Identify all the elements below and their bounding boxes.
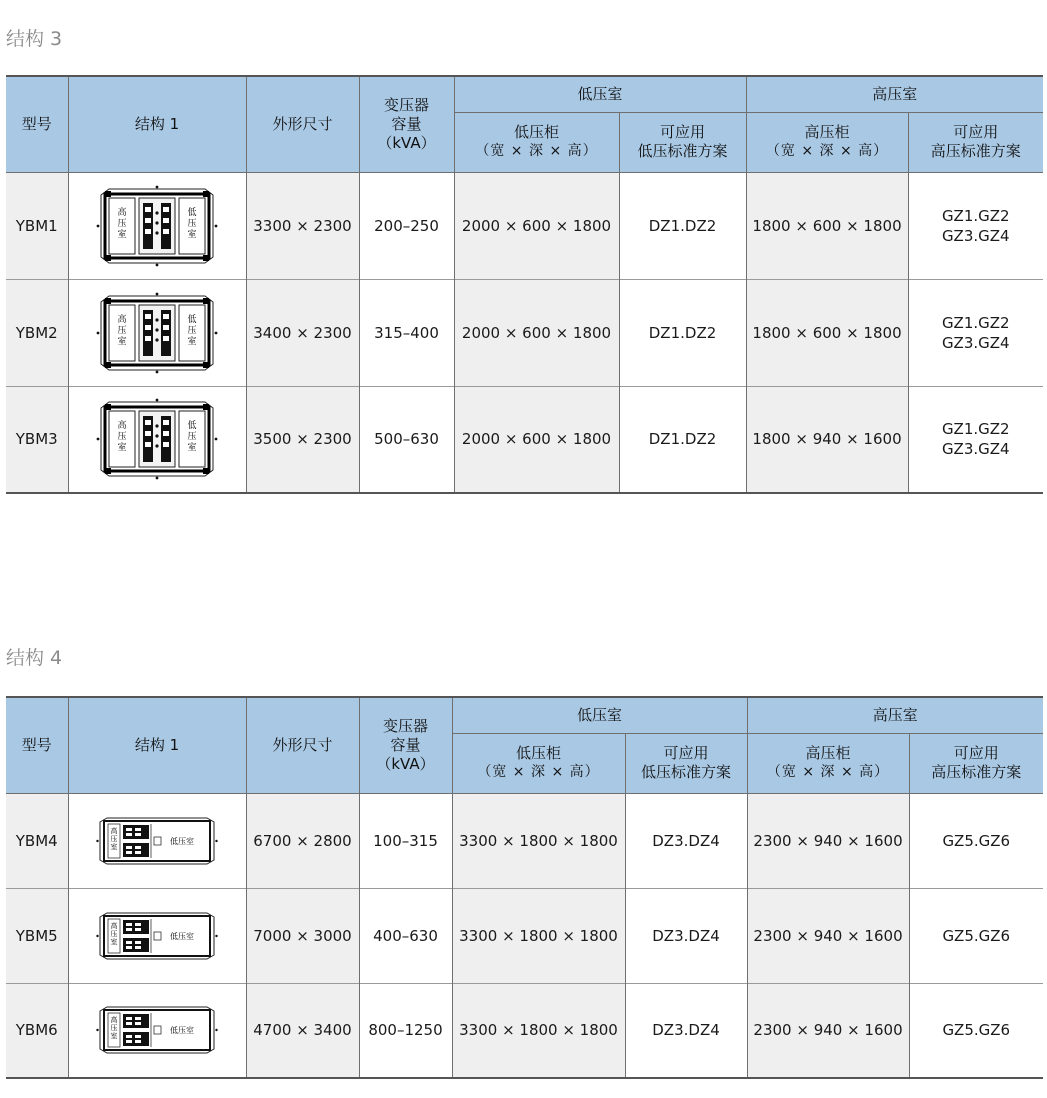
cell-hv-scheme-l1: GZ1.GZ2 bbox=[941, 420, 1010, 439]
header-lv-cabinet-l2: （宽 × 深 × 高） bbox=[477, 764, 600, 780]
cell-lv-scheme: DZ1.DZ2 bbox=[619, 386, 746, 493]
structure-diagram-b bbox=[95, 1005, 219, 1055]
svg-text:室: 室 bbox=[110, 842, 118, 851]
svg-text:室: 室 bbox=[187, 443, 197, 454]
svg-text:低压室: 低压室 bbox=[170, 931, 194, 941]
table-row bbox=[6, 793, 1043, 888]
cell-hv-cabinet: 2300 × 940 × 1600 bbox=[747, 888, 909, 983]
cell-lv-cabinet: 2000 × 600 × 1800 bbox=[454, 386, 619, 493]
cell-capacity: 400–630 bbox=[359, 888, 452, 983]
svg-text:压: 压 bbox=[117, 325, 127, 336]
header-capacity-l2: 容量 bbox=[390, 735, 421, 754]
header-hv-scheme-l2: 高压标准方案 bbox=[931, 763, 1022, 781]
cell-hv-scheme bbox=[908, 279, 1043, 386]
cell-model: YBM1 bbox=[6, 172, 68, 279]
header-hv-cabinet-l2: （宽 × 深 × 高） bbox=[766, 764, 890, 780]
header-hv-cabinet bbox=[747, 733, 909, 793]
header-model: 型号 bbox=[6, 76, 68, 172]
cell-lv-cabinet: 3300 × 1800 × 1800 bbox=[452, 888, 625, 983]
header-dims: 外形尺寸 bbox=[246, 76, 359, 172]
svg-text:高: 高 bbox=[110, 826, 118, 835]
cell-hv-scheme-l1: GZ5.GZ6 bbox=[942, 1021, 1011, 1040]
cell-structure bbox=[68, 279, 246, 386]
table-row bbox=[6, 386, 1043, 493]
cell-model: YBM6 bbox=[6, 983, 68, 1078]
structure-diagram-a bbox=[95, 185, 219, 267]
svg-text:室: 室 bbox=[187, 229, 197, 240]
header-capacity-l2: 容量 bbox=[391, 114, 422, 133]
svg-text:压: 压 bbox=[110, 1024, 118, 1033]
cell-model: YBM5 bbox=[6, 888, 68, 983]
cell-structure bbox=[68, 983, 246, 1078]
cell-lv-cabinet: 3300 × 1800 × 1800 bbox=[452, 983, 625, 1078]
svg-text:室: 室 bbox=[117, 229, 127, 240]
cell-lv-scheme: DZ3.DZ4 bbox=[625, 983, 747, 1078]
cell-hv-scheme-l1: GZ1.GZ2 bbox=[941, 313, 1010, 332]
header-capacity-l3: （kVA） bbox=[376, 754, 435, 773]
svg-text:压: 压 bbox=[117, 218, 127, 229]
spec-table bbox=[6, 696, 1043, 1079]
header-lv-room: 低压室 bbox=[454, 76, 746, 112]
cell-hv-cabinet: 2300 × 940 × 1600 bbox=[747, 793, 909, 888]
svg-text:室: 室 bbox=[187, 336, 197, 347]
cell-structure bbox=[68, 386, 246, 493]
svg-text:压: 压 bbox=[187, 325, 197, 336]
header-lv-room: 低压室 bbox=[452, 697, 747, 733]
cell-capacity: 200–250 bbox=[359, 172, 454, 279]
svg-text:高: 高 bbox=[110, 1016, 118, 1025]
header-lv-cabinet-l1: 低压柜 bbox=[515, 744, 561, 762]
header-hv-scheme-l2: 高压标准方案 bbox=[930, 142, 1021, 160]
cell-model: YBM4 bbox=[6, 793, 68, 888]
svg-text:压: 压 bbox=[117, 432, 127, 443]
cell-lv-scheme: DZ1.DZ2 bbox=[619, 279, 746, 386]
cell-hv-scheme-l1: GZ5.GZ6 bbox=[942, 926, 1011, 945]
header-lv-scheme bbox=[619, 112, 746, 172]
header-hv-room: 高压室 bbox=[746, 76, 1043, 112]
table-row bbox=[6, 172, 1043, 279]
structure-diagram-a bbox=[95, 398, 219, 480]
header-hv-scheme bbox=[909, 733, 1043, 793]
header-capacity-l1: 变压器 bbox=[382, 716, 428, 735]
cell-hv-scheme-l1: GZ1.GZ2 bbox=[941, 206, 1010, 225]
header-hv-scheme-l1: 可应用 bbox=[953, 123, 999, 141]
header-lv-cabinet-l1: 低压柜 bbox=[513, 123, 559, 141]
header-lv-cabinet-l2: （宽 × 深 × 高） bbox=[475, 143, 598, 159]
svg-text:高: 高 bbox=[117, 314, 127, 325]
cell-model: YBM2 bbox=[6, 279, 68, 386]
svg-text:室: 室 bbox=[117, 443, 127, 454]
header-dims: 外形尺寸 bbox=[246, 697, 359, 793]
svg-text:高: 高 bbox=[110, 921, 118, 930]
header-hv-cabinet bbox=[746, 112, 908, 172]
svg-text:高: 高 bbox=[117, 421, 127, 432]
structure-diagram-b bbox=[95, 816, 219, 866]
svg-text:室: 室 bbox=[110, 937, 118, 946]
structure-diagram-a bbox=[95, 292, 219, 374]
cell-structure bbox=[68, 888, 246, 983]
svg-text:低: 低 bbox=[187, 421, 197, 432]
header-capacity bbox=[359, 697, 452, 793]
header-hv-scheme-l1: 可应用 bbox=[953, 744, 999, 762]
svg-text:压: 压 bbox=[187, 218, 197, 229]
cell-dims: 3500 × 2300 bbox=[246, 386, 359, 493]
header-hv-room: 高压室 bbox=[747, 697, 1043, 733]
cell-hv-scheme bbox=[908, 172, 1043, 279]
header-hv-cabinet-l1: 高压柜 bbox=[804, 123, 850, 141]
header-lv-scheme bbox=[625, 733, 747, 793]
cell-capacity: 800–1250 bbox=[359, 983, 452, 1078]
cell-hv-scheme bbox=[909, 983, 1043, 1078]
svg-text:低: 低 bbox=[187, 314, 197, 325]
cell-dims: 3400 × 2300 bbox=[246, 279, 359, 386]
cell-hv-scheme-l2: GZ3.GZ4 bbox=[941, 226, 1010, 245]
cell-dims: 6700 × 2800 bbox=[246, 793, 359, 888]
header-hv-cabinet-l1: 高压柜 bbox=[805, 744, 851, 762]
cell-hv-cabinet: 1800 × 940 × 1600 bbox=[746, 386, 908, 493]
header-lv-scheme-l2: 低压标准方案 bbox=[637, 142, 728, 160]
cell-hv-cabinet: 1800 × 600 × 1800 bbox=[746, 279, 908, 386]
cell-lv-cabinet: 2000 × 600 × 1800 bbox=[454, 279, 619, 386]
header-lv-cabinet bbox=[452, 733, 625, 793]
svg-text:低压室: 低压室 bbox=[170, 836, 194, 846]
cell-hv-cabinet: 2300 × 940 × 1600 bbox=[747, 983, 909, 1078]
svg-text:高: 高 bbox=[117, 207, 127, 218]
cell-hv-scheme-l2: GZ3.GZ4 bbox=[941, 333, 1010, 352]
header-capacity-l1: 变压器 bbox=[383, 95, 429, 114]
cell-model: YBM3 bbox=[6, 386, 68, 493]
svg-text:室: 室 bbox=[117, 336, 127, 347]
structure-diagram-b bbox=[95, 911, 219, 961]
cell-lv-scheme: DZ3.DZ4 bbox=[625, 793, 747, 888]
cell-hv-scheme-l1: GZ5.GZ6 bbox=[942, 831, 1011, 850]
cell-hv-scheme bbox=[909, 793, 1043, 888]
section-title: 结构 4 bbox=[6, 647, 63, 669]
table-row bbox=[6, 983, 1043, 1078]
header-lv-scheme-l1: 可应用 bbox=[660, 123, 706, 141]
svg-text:压: 压 bbox=[110, 834, 118, 843]
table-row bbox=[6, 888, 1043, 983]
svg-text:低: 低 bbox=[187, 207, 197, 218]
cell-hv-scheme bbox=[909, 888, 1043, 983]
header-capacity bbox=[359, 76, 454, 172]
cell-dims: 7000 × 3000 bbox=[246, 888, 359, 983]
cell-hv-cabinet: 1800 × 600 × 1800 bbox=[746, 172, 908, 279]
header-lv-scheme-l1: 可应用 bbox=[663, 744, 709, 762]
header-hv-cabinet-l2: （宽 × 深 × 高） bbox=[765, 143, 889, 159]
svg-text:压: 压 bbox=[110, 929, 118, 938]
svg-text:室: 室 bbox=[110, 1032, 118, 1041]
table-row bbox=[6, 279, 1043, 386]
cell-capacity: 500–630 bbox=[359, 386, 454, 493]
cell-lv-cabinet: 3300 × 1800 × 1800 bbox=[452, 793, 625, 888]
cell-lv-scheme: DZ1.DZ2 bbox=[619, 172, 746, 279]
spec-table bbox=[6, 75, 1043, 494]
cell-structure bbox=[68, 172, 246, 279]
cell-dims: 4700 × 3400 bbox=[246, 983, 359, 1078]
cell-capacity: 315–400 bbox=[359, 279, 454, 386]
header-lv-scheme-l2: 低压标准方案 bbox=[641, 763, 732, 781]
svg-text:压: 压 bbox=[187, 432, 197, 443]
cell-structure bbox=[68, 793, 246, 888]
cell-dims: 3300 × 2300 bbox=[246, 172, 359, 279]
header-hv-scheme bbox=[908, 112, 1043, 172]
header-capacity-l3: （kVA） bbox=[377, 133, 436, 152]
cell-hv-scheme bbox=[908, 386, 1043, 493]
header-lv-cabinet bbox=[454, 112, 619, 172]
header-structure: 结构 1 bbox=[68, 76, 246, 172]
section-title: 结构 3 bbox=[6, 28, 63, 50]
header-structure: 结构 1 bbox=[68, 697, 246, 793]
svg-text:低压室: 低压室 bbox=[170, 1026, 194, 1036]
cell-hv-scheme-l2: GZ3.GZ4 bbox=[941, 440, 1010, 459]
cell-lv-cabinet: 2000 × 600 × 1800 bbox=[454, 172, 619, 279]
header-model: 型号 bbox=[6, 697, 68, 793]
cell-capacity: 100–315 bbox=[359, 793, 452, 888]
cell-lv-scheme: DZ3.DZ4 bbox=[625, 888, 747, 983]
